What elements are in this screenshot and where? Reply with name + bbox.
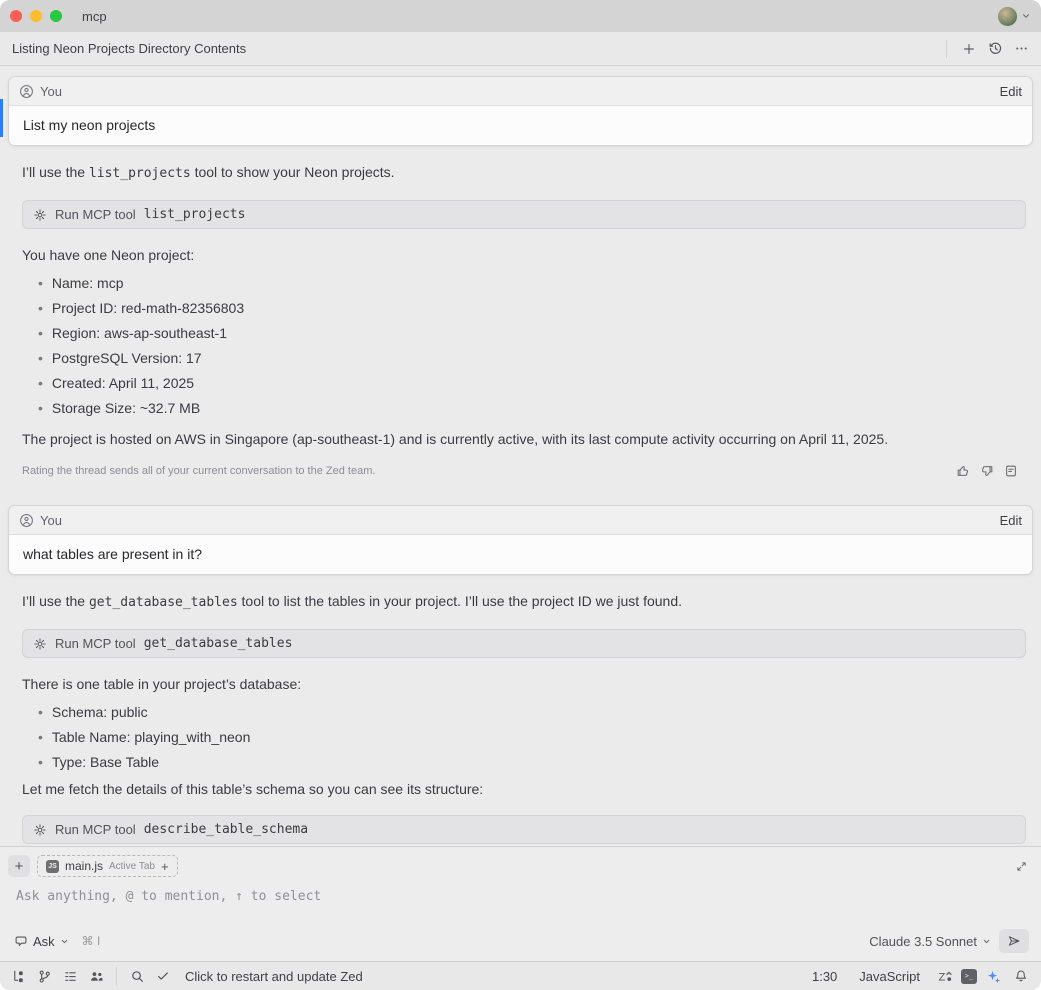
list-item-text: PostgreSQL Version: 17 bbox=[51, 350, 202, 366]
user-message-text[interactable]: what tables are present in it? bbox=[9, 535, 1032, 574]
author-label: You bbox=[40, 512, 62, 528]
outline-panel-icon[interactable] bbox=[58, 964, 82, 988]
inline-code: list_projects bbox=[88, 166, 191, 181]
user-message-card bbox=[8, 76, 1033, 146]
search-icon[interactable] bbox=[125, 964, 149, 988]
thumbs-down-icon[interactable] bbox=[977, 461, 997, 481]
list-item bbox=[22, 700, 1019, 725]
user-message-card bbox=[8, 505, 1033, 575]
message-composer bbox=[0, 846, 1041, 961]
bullet: • bbox=[38, 325, 43, 341]
bullet: • bbox=[38, 704, 43, 720]
gear-icon bbox=[33, 637, 47, 651]
assistant-paragraph: There is one table in your project’s database: bbox=[22, 676, 302, 692]
text-run: tool to list the tables in your project. I’ll use the project ID we just found. bbox=[237, 593, 682, 609]
zoom-button[interactable] bbox=[50, 10, 62, 22]
update-zed-button[interactable]: Click to restart and update Zed bbox=[185, 968, 363, 984]
statusbar-left bbox=[6, 964, 363, 988]
list-item bbox=[22, 725, 1019, 750]
bullet: • bbox=[38, 400, 43, 416]
titlebar bbox=[0, 0, 1041, 32]
edit-button[interactable]: Edit bbox=[999, 512, 1022, 528]
tool-call-label: Run MCP tool bbox=[55, 636, 136, 651]
person-icon bbox=[19, 513, 34, 528]
chip-plus-icon: + bbox=[160, 858, 169, 874]
statusbar-divider bbox=[116, 967, 117, 985]
thumbs-up-icon[interactable] bbox=[953, 461, 973, 481]
bullet: • bbox=[38, 275, 43, 291]
list-item-text: Schema: public bbox=[51, 704, 148, 720]
mode-label: Ask bbox=[33, 933, 55, 949]
text-run: tool to show your Neon projects. bbox=[190, 164, 395, 180]
bullet: • bbox=[38, 375, 43, 391]
assistant-paragraph: The project is hosted on AWS in Singapore (ap-southeast-1) and is currently active, with its last compute activity occurring on April 11, 2025. bbox=[22, 431, 889, 447]
status-bar bbox=[0, 961, 1041, 990]
gear-icon bbox=[33, 823, 47, 837]
chat-bubble-icon bbox=[14, 934, 28, 948]
scroll-indicator bbox=[0, 99, 3, 137]
chevron-down-icon[interactable] bbox=[1021, 11, 1031, 21]
toolbar-actions bbox=[946, 37, 1033, 61]
statusbar-right bbox=[803, 964, 1033, 988]
bullet: • bbox=[38, 300, 43, 316]
tool-name: describe_table_schema bbox=[143, 822, 309, 837]
list-item-text: Created: April 11, 2025 bbox=[51, 375, 195, 391]
expand-editor-icon[interactable] bbox=[1009, 854, 1033, 878]
person-icon bbox=[19, 84, 34, 99]
mcp-tool-call[interactable] bbox=[22, 200, 1026, 229]
author-label: You bbox=[40, 83, 62, 99]
context-strip bbox=[8, 854, 1033, 878]
edit-prediction-icon[interactable] bbox=[933, 964, 957, 988]
mode-shortcut: ⌘ I bbox=[81, 934, 101, 948]
model-label: Claude 3.5 Sonnet bbox=[869, 933, 977, 949]
chevron-down-icon bbox=[60, 937, 69, 946]
thread-toolbar bbox=[0, 32, 1041, 66]
context-file-name: main.js bbox=[65, 859, 104, 873]
bullet: • bbox=[38, 754, 43, 770]
gear-icon bbox=[33, 208, 47, 222]
mode-selector[interactable] bbox=[14, 934, 100, 949]
tool-call-label: Run MCP tool bbox=[55, 822, 136, 837]
model-selector[interactable] bbox=[869, 934, 991, 949]
tool-name: list_projects bbox=[143, 207, 246, 222]
svg-text:Z: Z bbox=[937, 971, 945, 984]
project-panel-icon[interactable] bbox=[6, 964, 30, 988]
project-detail-list bbox=[22, 271, 1019, 421]
user-message-header bbox=[9, 77, 1032, 106]
bullet: • bbox=[38, 350, 43, 366]
list-item bbox=[22, 371, 1019, 396]
close-button[interactable] bbox=[10, 10, 22, 22]
diagnostics-check-icon[interactable] bbox=[151, 964, 175, 988]
send-button[interactable] bbox=[999, 929, 1029, 953]
mcp-tool-call[interactable] bbox=[22, 629, 1026, 658]
list-item bbox=[22, 750, 1019, 775]
user-avatar[interactable] bbox=[998, 7, 1017, 26]
list-item bbox=[22, 396, 1019, 421]
list-item-text: Type: Base Table bbox=[51, 754, 160, 770]
composer-controls bbox=[8, 929, 1033, 955]
javascript-file-icon: JS bbox=[46, 860, 59, 873]
context-chip-active-tab[interactable] bbox=[37, 855, 178, 877]
toolbar-divider bbox=[946, 40, 947, 58]
new-thread-button[interactable] bbox=[957, 37, 981, 61]
assistant-paragraph bbox=[22, 162, 1019, 184]
git-branch-icon[interactable] bbox=[32, 964, 56, 988]
tool-call-label: Run MCP tool bbox=[55, 207, 136, 222]
feedback-file-icon[interactable] bbox=[1001, 461, 1021, 481]
inline-code: get_database_tables bbox=[88, 595, 238, 610]
list-item-text: Storage Size: ~32.7 MB bbox=[51, 400, 201, 416]
list-item bbox=[22, 321, 1019, 346]
list-item bbox=[22, 296, 1019, 321]
user-message-header bbox=[9, 506, 1032, 535]
more-menu-icon[interactable] bbox=[1009, 37, 1033, 61]
minimize-button[interactable] bbox=[30, 10, 42, 22]
assistant-paragraph bbox=[22, 591, 1019, 613]
bell-icon[interactable] bbox=[1009, 964, 1033, 988]
thread-title: Listing Neon Projects Directory Contents bbox=[12, 41, 247, 56]
context-badge: Active Tab bbox=[109, 860, 155, 872]
list-item-text: Region: aws-ap-southeast-1 bbox=[51, 325, 228, 341]
thread-scroll-area[interactable] bbox=[0, 66, 1041, 846]
rating-actions bbox=[953, 461, 1021, 481]
bullet: • bbox=[38, 729, 43, 745]
list-item-text: Table Name: playing_with_neon bbox=[51, 729, 251, 745]
message-editor[interactable]: Ask anything, @ to mention, ↑ to select bbox=[16, 889, 322, 904]
terminal-icon[interactable]: >_ bbox=[961, 969, 977, 984]
table-detail-list bbox=[22, 700, 1019, 775]
traffic-lights bbox=[10, 10, 62, 22]
window-title: mcp bbox=[82, 8, 107, 24]
tool-name: get_database_tables bbox=[143, 636, 293, 651]
assistant-paragraph: You have one Neon project: bbox=[22, 247, 195, 263]
list-item bbox=[22, 346, 1019, 371]
list-item bbox=[22, 271, 1019, 296]
rating-row bbox=[22, 461, 1021, 481]
add-context-button[interactable]: + bbox=[8, 855, 30, 877]
user-message-text[interactable]: List my neon projects bbox=[9, 106, 1032, 145]
assistant-paragraph: Let me fetch the details of this table’s schema so you can see its structure: bbox=[22, 781, 484, 797]
text-run: I’ll use the bbox=[22, 164, 89, 180]
list-item-text: Name: mcp bbox=[51, 275, 124, 291]
assistant-sparkle-icon[interactable] bbox=[981, 964, 1005, 988]
list-item-text: Project ID: red-math-82356803 bbox=[51, 300, 245, 316]
mcp-tool-call[interactable] bbox=[22, 815, 1026, 844]
language-selector[interactable]: JavaScript bbox=[859, 968, 920, 984]
text-run: I’ll use the bbox=[22, 593, 89, 609]
history-icon[interactable] bbox=[983, 37, 1007, 61]
rating-note: Rating the thread sends all of your current conversation to the Zed team. bbox=[22, 465, 376, 477]
collab-panel-icon[interactable] bbox=[84, 964, 108, 988]
paper-plane-icon bbox=[1007, 934, 1021, 948]
edit-button[interactable]: Edit bbox=[999, 83, 1022, 99]
chevron-down-icon bbox=[982, 937, 991, 946]
cursor-position[interactable]: 1:30 bbox=[811, 968, 838, 984]
